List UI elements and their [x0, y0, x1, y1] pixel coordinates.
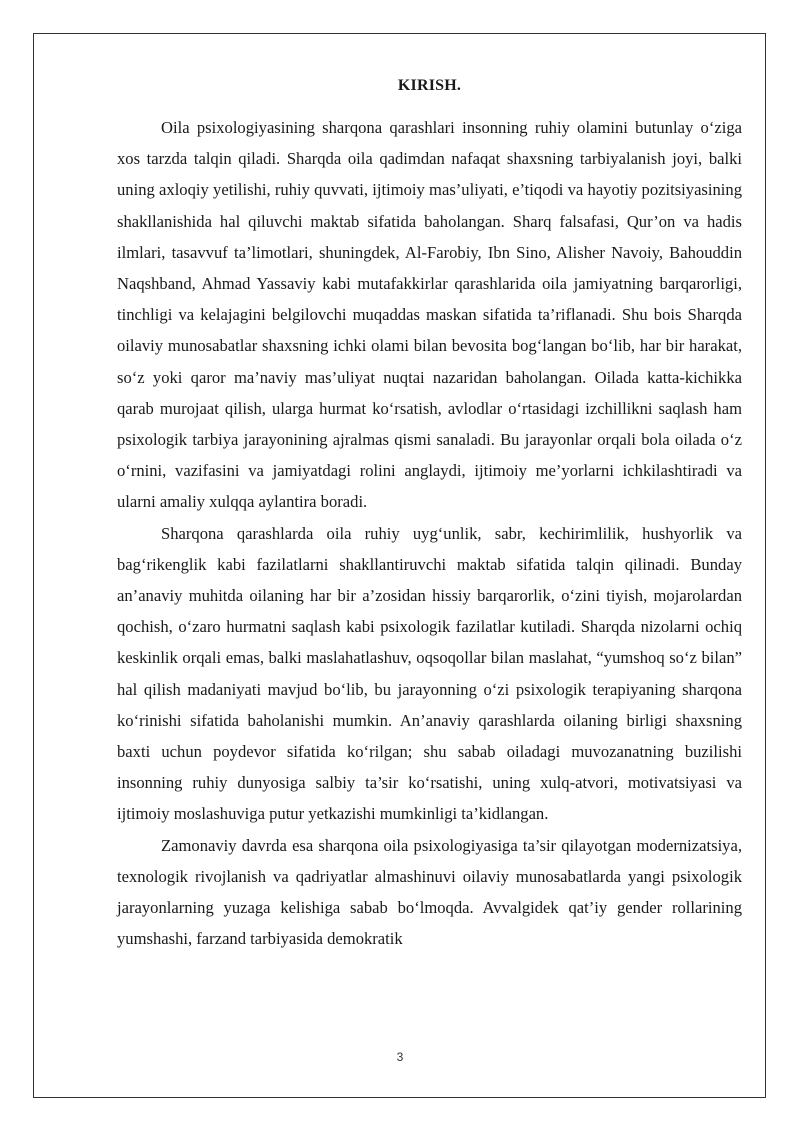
document-body — [117, 70, 742, 954]
paragraph-2: Sharqona qarashlarda oila ruhiy uyg‘unlik, sabr, kechirimlilik, hushyorlik va bag‘rikenglik kabi fazilatlarni shakllantiruvchi maktab sifatida talqin qilinadi. Bunday an’anaviy muhitda oilaning har bir a’zosidan hissiy barqarorlik, o‘zini tiyish, mojarolardan qochish, o‘zaro hurmatni saqlash kabi psixologik fazilatlar kutiladi. Sharqda nizolarni ochiq keskinlik orqali emas, balki maslahatlashuv, oqsoqollar bilan maslahat, “yumshoq so‘z bilan” hal qilish madaniyati mavjud bo‘lib, bu jarayonning o‘zi psixologik terapiyaning sharqona ko‘rinishi sifatida baholanishi mumkin. An’anaviy qarashlarda oilaning birligi shaxsning baxti uchun poydevor sifatida ko‘rilgan; shu sabab oiladagi muvozanatning buzilishi insonning ruhiy dunyosiga salbiy ta’sir ko‘rsatishi, uning xulq-atvori, motivatsiyasi va ijtimoiy moslashuviga putur yetkazishi mumkinligi ta’kidlangan. — [117, 523, 742, 824]
paragraph-1: Oila psixologiyasining sharqona qarashlari insonning ruhiy olamini butunlay o‘ziga xos tarzda talqin qiladi. Sharqda oila qadimdan nafaqat shaxsning tarbiyalanish joyi, balki uning axloqiy yetilishi, ruhiy quvvati, ijtimoiy mas’uliyati, e’tiqodi va hayotiy pozitsiyasining shakllanishida hal qiluvchi maktab sifatida baholangan. Sharq falsafasi, Qur’on va hadis ilmlari, tasavvuf ta’limotlari, shuningdek, Al-Farobiy, Ibn Sino, Alisher Navoiy, Bahouddin Naqshband, Ahmad Yassaviy kabi mutafakkirlar qarashlarida oila jamiyatning barqarorligi, tinchligi va kelajagini belgilovchi muqaddas maskan sifatida ta’riflanadi. Shu bois Sharqda oilaviy munosabatlar shaxsning ichki olami bilan bevosita bog‘langan bo‘lib, har bir harakat, so‘z yoki qaror ma’naviy mas’uliyat nuqtai nazaridan baholangan. Oilada katta-kichikka qarab murojaat qilish, ularga hurmat ko‘rsatish, avlodlar o‘rtasidagi izchillikni saqlash ham psixologik tarbiya jarayonining ajralmas qismi sanaladi. Bu jarayonlar orqali bola oilada o‘z o‘rnini, vazifasini va jamiyatdagi rolini anglaydi, ijtimoiy me’yorlarni ichkilashtiradi va ularni amaliy xulqqa aylantira boradi. — [117, 118, 742, 512]
paragraph-3: Zamonaviy davrda esa sharqona oila psixologiyasiga ta’sir qilayotgan modernizatsiya, texnologik rivojlanish va qadriyatlar almashinuvi oilaviy munosabatlarda yangi psixologik jarayonlarning yuzaga kelishiga sabab bo‘lmoqda. Avvalgidek qat’iy gender rollarining yumshashi, farzand tarbiyasida demokratik — [117, 835, 742, 949]
section-title: KIRISH. — [397, 77, 462, 94]
page-number: 3 — [396, 1050, 404, 1064]
